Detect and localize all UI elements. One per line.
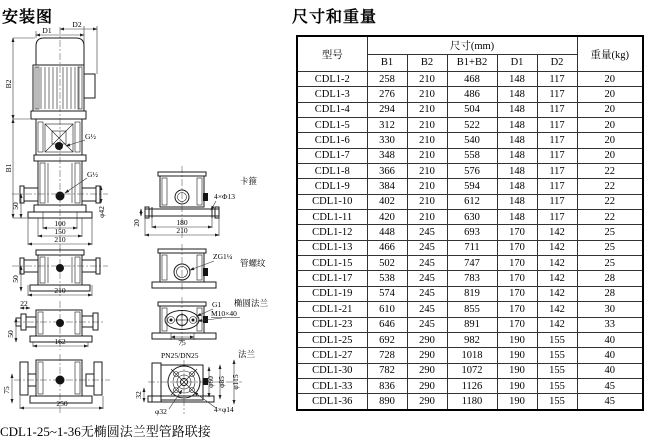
value-cell: 210 [407,118,447,133]
value-cell: 210 [407,164,447,179]
value-cell: 148 [497,133,537,148]
dim-75-oval-label: 75 [178,338,186,347]
oval-bolt-label: M10×40 [211,309,237,318]
value-cell: 1072 [447,363,497,378]
dim-162-label: 162 [54,337,66,346]
table-row [297,394,643,410]
pump-base-view [11,246,108,297]
value-cell: 693 [447,225,497,240]
dim-50-flat-label: 50 [6,330,15,338]
value-cell: 646 [367,317,407,332]
model-cell: CDL1-30 [297,363,367,378]
table-row [297,302,643,317]
dim-250-label: 250 [56,399,68,408]
model-cell: CDL1-15 [297,256,367,271]
model-cell: CDL1-25 [297,332,367,347]
value-cell: 117 [537,72,577,87]
value-cell: 819 [447,286,497,301]
dim-210-clamp-label: 210 [176,226,188,235]
value-cell: 25 [577,225,643,240]
value-cell: 148 [497,179,537,194]
dim-d32-label: φ32 [155,407,167,416]
value-cell: 22 [577,210,643,225]
oval-g1-label: G1 [212,300,222,309]
diagram-caption: CDL1-25~1-36无椭圆法兰型管路联接 [0,424,211,439]
value-cell: 574 [367,286,407,301]
value-cell: 210 [407,148,447,163]
value-cell: 28 [577,286,643,301]
flanged-pipe-view [2,354,110,415]
value-cell: 148 [497,210,537,225]
value-cell: 190 [497,378,537,393]
value-cell: 728 [367,348,407,363]
value-cell: 612 [447,194,497,209]
value-cell: 117 [537,87,577,102]
thread-spec-label: ZG1¼ [213,252,233,261]
value-cell: 294 [367,102,407,117]
oval-flange-label: 椭圆法兰 [234,298,269,308]
value-cell: 466 [367,240,407,255]
table-row [297,286,643,301]
value-cell: 558 [447,148,497,163]
value-cell: 210 [407,133,447,148]
model-cell: CDL1-21 [297,302,367,317]
port-g-half-top-label: G½ [85,132,97,141]
model-cell: CDL1-11 [297,210,367,225]
value-cell: 290 [407,363,447,378]
table-row [297,225,643,240]
value-cell: 20 [577,118,643,133]
pipe-thread-label: 管螺纹 [240,258,266,268]
value-cell: 290 [407,348,447,363]
col-header-b2: B2 [407,54,447,72]
model-cell: CDL1-7 [297,148,367,163]
value-cell: 290 [407,332,447,347]
value-cell: 190 [497,363,537,378]
value-cell: 155 [537,348,577,363]
value-cell: 170 [497,256,537,271]
value-cell: 312 [367,118,407,133]
table-row [297,164,643,179]
value-cell: 210 [407,102,447,117]
value-cell: 855 [447,302,497,317]
value-cell: 20 [577,133,643,148]
table-row [297,332,643,347]
value-cell: 155 [537,363,577,378]
value-cell: 20 [577,148,643,163]
value-cell: 40 [577,363,643,378]
value-cell: 25 [577,256,643,271]
dim-b2-label: B2 [4,79,13,89]
value-cell: 22 [577,179,643,194]
value-cell: 210 [407,194,447,209]
value-cell: 148 [497,72,537,87]
model-cell: CDL1-6 [297,133,367,148]
model-cell: CDL1-33 [297,378,367,393]
value-cell: 245 [407,240,447,255]
dimensions-weight-title: 尺寸和重量 [292,9,378,26]
value-cell: 210 [407,87,447,102]
port-g-half-bottom-label: G½ [87,170,99,179]
model-cell: CDL1-3 [297,87,367,102]
flange-label: 法兰 [238,349,256,359]
value-cell: 836 [367,378,407,393]
value-cell: 245 [407,317,447,332]
value-cell: 402 [367,194,407,209]
dim-210-main-label: 210 [54,235,66,244]
value-cell: 142 [537,286,577,301]
value-cell: 117 [537,102,577,117]
table-row [297,240,643,255]
dim-d60-label: φ60 [206,376,215,388]
dim-d2-label: D2 [72,20,82,29]
clamp-label: 卡箍 [240,176,258,186]
dim-32-flange-label: 32 [134,391,143,399]
value-cell: 982 [447,332,497,347]
installation-diagram [0,0,290,439]
table-row [297,118,643,133]
value-cell: 1180 [447,394,497,410]
value-cell: 117 [537,179,577,194]
value-cell: 117 [537,164,577,179]
model-cell: CDL1-5 [297,118,367,133]
table-row [297,148,643,163]
value-cell: 20 [577,72,643,87]
value-cell: 22 [577,164,643,179]
dimension-table-header [297,36,643,72]
model-cell: CDL1-17 [297,271,367,286]
model-cell: CDL1-13 [297,240,367,255]
value-cell: 245 [407,302,447,317]
col-header-d2: D2 [537,54,577,72]
value-cell: 210 [407,72,447,87]
dim-d115-label: φ115 [231,374,240,390]
table-row [297,72,643,87]
motor-ribs [35,67,82,109]
value-cell: 20 [577,102,643,117]
value-cell: 117 [537,133,577,148]
thread-connection-view [152,244,266,292]
value-cell: 22 [577,194,643,209]
value-cell: 170 [497,317,537,332]
installation-diagram-title: 安装图 [2,9,54,26]
value-cell: 155 [537,378,577,393]
value-cell: 148 [497,194,537,209]
table-row [297,194,643,209]
value-cell: 245 [407,271,447,286]
clamp-holes-label: 4×Φ13 [214,192,235,201]
table-row [297,102,643,117]
value-cell: 540 [447,133,497,148]
value-cell: 117 [537,118,577,133]
value-cell: 142 [537,271,577,286]
value-cell: 148 [497,164,537,179]
dim-d85-label: φ85 [217,376,226,388]
table-row [297,363,643,378]
dim-210-base-label: 210 [54,286,66,295]
value-cell: 210 [407,210,447,225]
terminal-box [84,74,95,98]
col-header-b1b2: B1+B2 [447,54,497,72]
model-cell: CDL1-4 [297,102,367,117]
value-cell: 576 [447,164,497,179]
value-cell: 522 [447,118,497,133]
value-cell: 290 [407,394,447,410]
value-cell: 155 [537,332,577,347]
dim-50-base-label: 50 [11,275,20,283]
dim-b1-label: B1 [4,163,13,173]
model-cell: CDL1-2 [297,72,367,87]
value-cell: 610 [367,302,407,317]
value-cell: 148 [497,87,537,102]
value-cell: 594 [447,179,497,194]
value-cell: 420 [367,210,407,225]
value-cell: 190 [497,332,537,347]
col-header-weight: 重量(kg) [577,36,643,72]
model-cell: CDL1-36 [297,394,367,410]
flange-spec-label: PN25/DN25 [161,351,199,360]
value-cell: 630 [447,210,497,225]
value-cell: 290 [407,378,447,393]
value-cell: 117 [537,210,577,225]
model-cell: CDL1-9 [297,179,367,194]
value-cell: 890 [367,394,407,410]
dim-22-label: 22 [20,299,28,308]
table-row [297,87,643,102]
value-cell: 142 [537,302,577,317]
value-cell: 692 [367,332,407,347]
col-header-b1: B1 [367,54,407,72]
table-row [297,133,643,148]
value-cell: 142 [537,225,577,240]
value-cell: 170 [497,302,537,317]
col-header-dims: 尺寸(mm) [367,36,577,54]
model-cell: CDL1-12 [297,225,367,240]
value-cell: 276 [367,87,407,102]
value-cell: 504 [447,102,497,117]
value-cell: 170 [497,225,537,240]
dimension-table-body [297,72,643,410]
value-cell: 1126 [447,378,497,393]
dimension-table [296,35,644,411]
value-cell: 148 [497,118,537,133]
dim-100-label: 100 [54,219,66,228]
table-row [297,317,643,332]
value-cell: 40 [577,332,643,347]
dim-75-pipe-label: 75 [2,386,11,394]
value-cell: 384 [367,179,407,194]
value-cell: 348 [367,148,407,163]
flange-connection-view [134,349,256,416]
value-cell: 330 [367,133,407,148]
dimensions-panel [290,0,646,439]
value-cell: 245 [407,286,447,301]
model-cell: CDL1-23 [297,317,367,332]
value-cell: 142 [537,317,577,332]
value-cell: 28 [577,271,643,286]
value-cell: 468 [447,72,497,87]
table-row [297,179,643,194]
value-cell: 142 [537,256,577,271]
value-cell: 245 [407,256,447,271]
flange-holes-label: 4×φ14 [214,405,234,414]
value-cell: 117 [537,194,577,209]
dim-50-main-label: 50 [11,202,20,210]
model-cell: CDL1-19 [297,286,367,301]
clamp-connection-view [132,166,258,240]
value-cell: 142 [537,240,577,255]
col-header-d1: D1 [497,54,537,72]
main-pump-view [4,20,108,250]
col-header-model: 型号 [297,36,367,72]
value-cell: 782 [367,363,407,378]
value-cell: 891 [447,317,497,332]
value-cell: 45 [577,378,643,393]
value-cell: 190 [497,348,537,363]
value-cell: 25 [577,240,643,255]
value-cell: 33 [577,317,643,332]
value-cell: 1018 [447,348,497,363]
model-cell: CDL1-27 [297,348,367,363]
value-cell: 502 [367,256,407,271]
table-row [297,378,643,393]
value-cell: 170 [497,271,537,286]
value-cell: 45 [577,394,643,410]
model-cell: CDL1-10 [297,194,367,209]
value-cell: 448 [367,225,407,240]
model-cell: CDL1-8 [297,164,367,179]
value-cell: 190 [497,394,537,410]
table-row [297,256,643,271]
table-row [297,210,643,225]
dim-20-clamp-label: 20 [132,219,141,227]
value-cell: 40 [577,348,643,363]
value-cell: 783 [447,271,497,286]
flat-port-view [6,299,104,350]
table-row [297,271,643,286]
dim-180-clamp-label: 180 [176,218,188,227]
value-cell: 486 [447,87,497,102]
value-cell: 747 [447,256,497,271]
value-cell: 170 [497,240,537,255]
oval-flange-view [152,297,269,347]
value-cell: 366 [367,164,407,179]
value-cell: 148 [497,148,537,163]
dim-150-label: 150 [54,227,66,236]
value-cell: 245 [407,225,447,240]
value-cell: 538 [367,271,407,286]
dim-dia42-label: φ42 [97,206,106,218]
value-cell: 711 [447,240,497,255]
value-cell: 155 [537,394,577,410]
value-cell: 210 [407,179,447,194]
table-row [297,348,643,363]
dim-d1-label: D1 [42,26,52,35]
value-cell: 117 [537,148,577,163]
value-cell: 148 [497,102,537,117]
value-cell: 170 [497,286,537,301]
value-cell: 258 [367,72,407,87]
value-cell: 30 [577,302,643,317]
value-cell: 20 [577,87,643,102]
